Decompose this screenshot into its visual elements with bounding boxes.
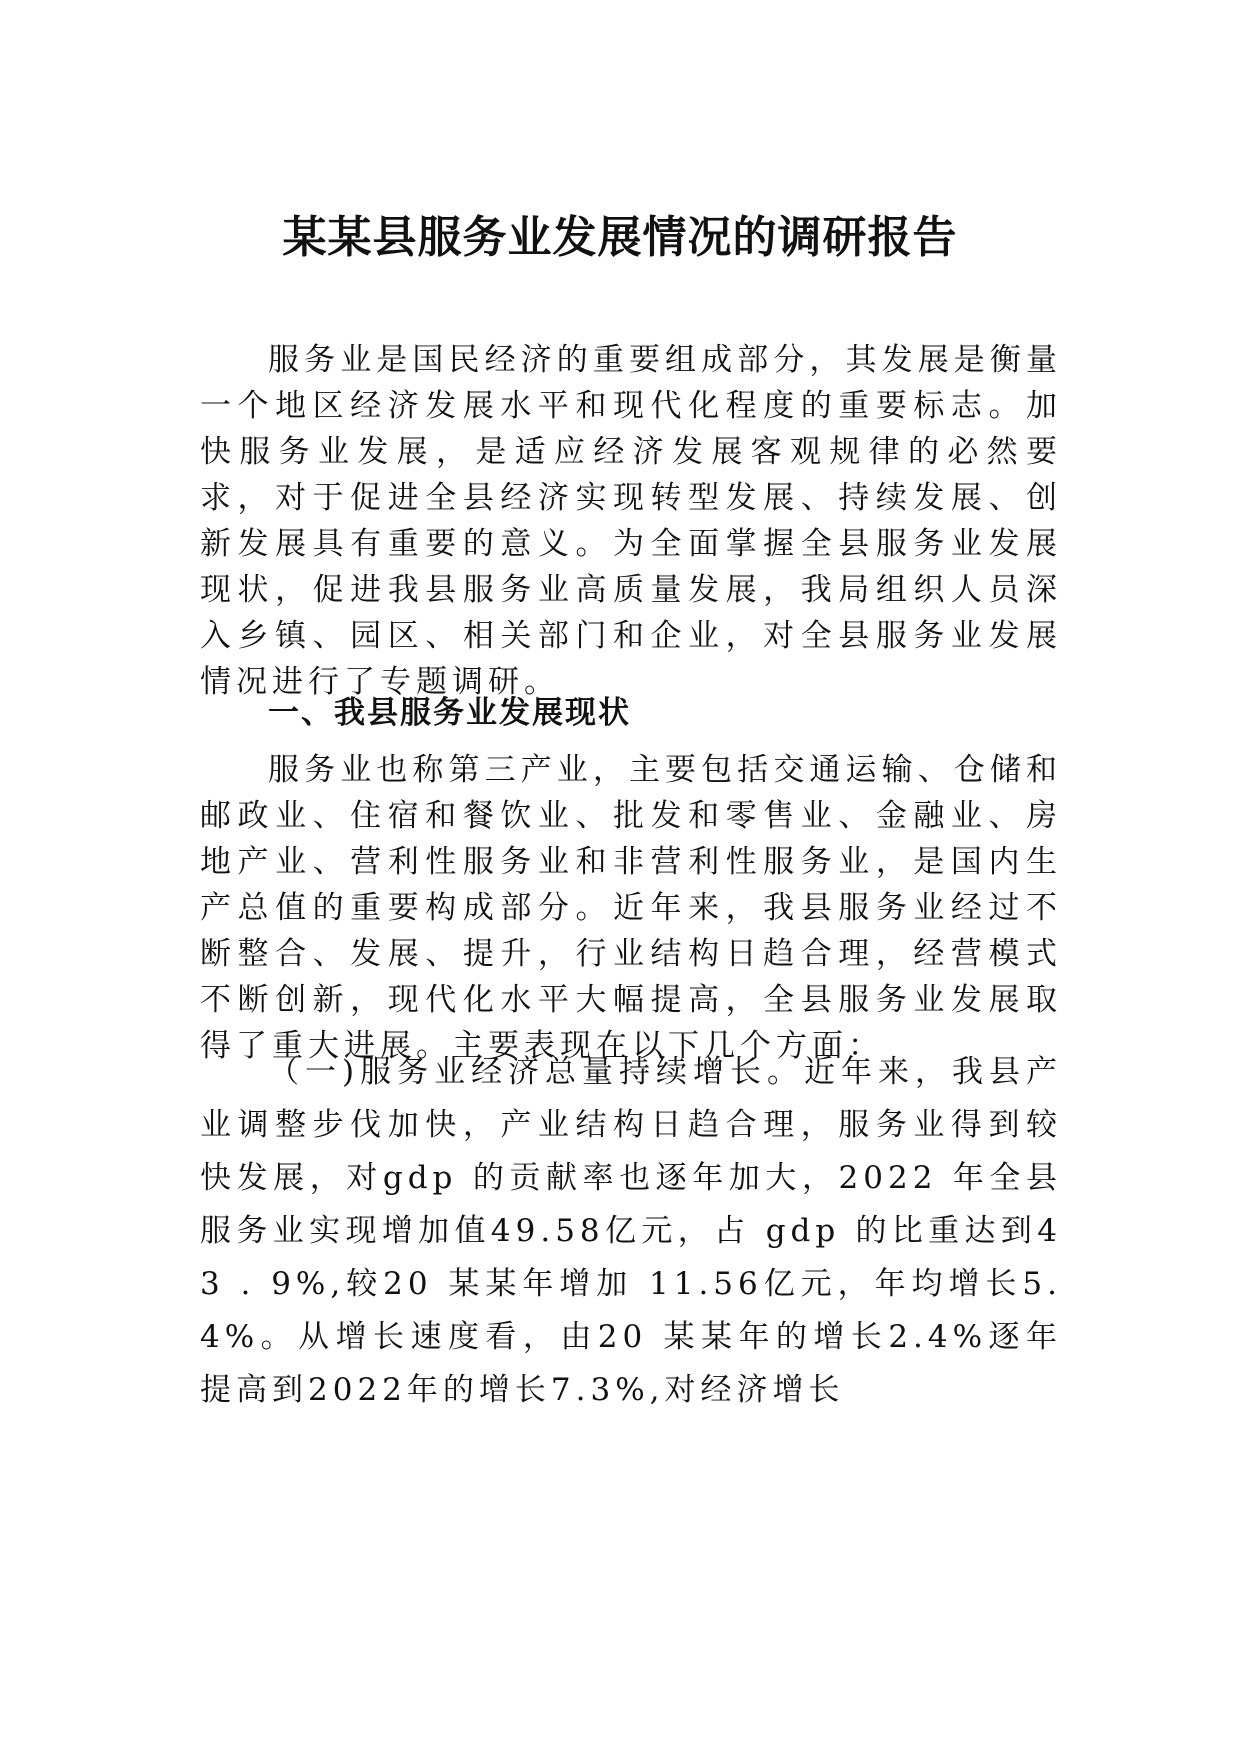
- growth-paragraph: （一)服务业经济总量持续增长。近年来，我县产业调整步伐加快，产业结构日趋合理，服务业得到较快发展，对gdp 的贡献率也逐年加大，2022 年全县服务业实现增加值49.58亿元，占 gdp 的比重达到43 . 9%,较20 某某年增加 11.56亿元，年均增长5.4%。从增长速度看，由20 某某年的增长2.4%逐年提高到2022年的增长7.3%,对经济增长: [200, 1054, 1062, 1408]
- document-title: 某某县服务业发展情况的调研报告: [282, 212, 958, 263]
- section-heading: 一、我县服务业发展现状: [268, 695, 631, 731]
- status-paragraph: 服务业也称第三产业，主要包括交通运输、仓储和邮政业、住宿和餐饮业、批发和零售业、金融业、房地产业、营利性服务业和非营利性服务业，是国内生产总值的重要构成部分。近年来，我县服务业经过不断整合、发展、提升，行业结构日趋合理，经营模式不断创新，现代化水平大幅提高，全县服务业发展取得了重大进展。主要表现在以下几个方面：: [200, 752, 1062, 1064]
- intro-paragraph: 服务业是国民经济的重要组成部分，其发展是衡量一个地区经济发展水平和现代化程度的重要标志。加快服务业发展，是适应经济发展客观规律的必然要求，对于促进全县经济实现转型发展、持续发展、创新发展具有重要的意义。为全面掌握全县服务业发展现状，促进我县服务业高质量发展，我局组织人员深入乡镇、园区、相关部门和企业，对全县服务业发展情况进行了专题调研。: [200, 342, 1062, 700]
